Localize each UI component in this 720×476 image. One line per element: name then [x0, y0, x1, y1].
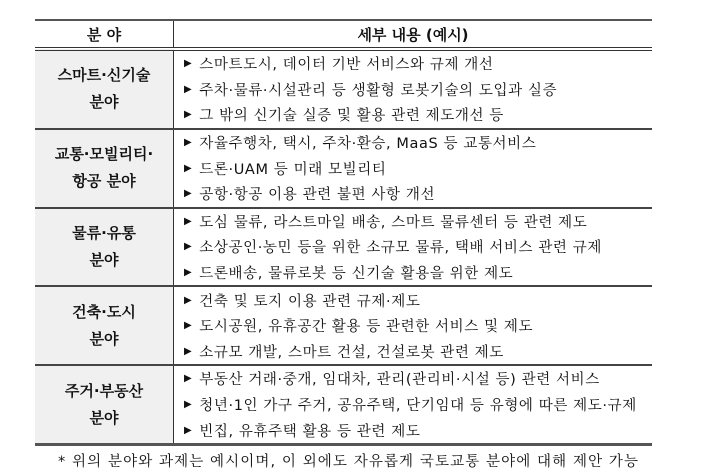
list-item: [174, 209, 652, 235]
footer-note: * 위의 분야와 과제는 예시이며, 이 외에도 자유롭게 국토교통 분야에 대해 제안 가능: [58, 454, 640, 470]
details-cell: [174, 208, 653, 287]
list-item: [174, 130, 652, 156]
list-item: [174, 287, 652, 313]
header-details: 세부 내용 (예시): [174, 20, 653, 49]
list-item: [174, 313, 652, 339]
category-line: 항공 분야: [72, 172, 136, 191]
category-cell: [35, 208, 174, 287]
item-text: 드론·UAM 등 미래 모빌리티: [199, 161, 387, 178]
category-line: 분야: [89, 408, 119, 427]
table-row: [35, 129, 652, 208]
item-text: 건축 및 토지 이용 관련 규제·제도: [199, 293, 421, 310]
item-text: 공항·항공 이용 관련 불편 사항 개선: [199, 187, 436, 204]
item-text: 부동산 거래·중개, 임대차, 관리(관리비·시설 등) 관련 서비스: [199, 372, 600, 389]
triangle-bullet-icon: ▶: [184, 109, 193, 121]
list-item: [174, 155, 652, 181]
table-row: [35, 208, 652, 287]
item-text: 빈집, 유휴주택 활용 등 관련 제도: [199, 423, 421, 440]
triangle-bullet-icon: ▶: [184, 83, 193, 95]
triangle-bullet-icon: ▶: [184, 137, 193, 149]
item-text: 소규모 개발, 스마트 건설, 건설로봇 관련 제도: [199, 344, 504, 361]
item-text: 소상공인·농민 등을 위한 소규모 물류, 택배 서비스 관련 규제: [199, 240, 602, 257]
item-text: 그 밖의 신기술 실증 및 활용 관련 제도개선 등: [199, 108, 504, 125]
item-text: 자율주행차, 택시, 주차·환승, MaaS 등 교통서비스: [199, 136, 537, 153]
list-item: [174, 234, 652, 260]
list-item: [174, 392, 652, 418]
list-item: [174, 102, 652, 128]
category-cell: [35, 49, 174, 129]
item-text: 도시공원, 유휴공간 활용 등 관련한 서비스 및 제도: [199, 319, 534, 336]
item-text: 주차·물류·시설관리 등 생활형 로봇기술의 도입과 실증: [199, 82, 558, 99]
category-line: 교통·모빌리티·: [54, 145, 154, 164]
table-row: [35, 365, 652, 444]
item-text: 도심 물류, 라스트마일 배송, 스마트 물류센터 등 관련 제도: [199, 214, 588, 231]
list-item: [174, 366, 652, 392]
item-text: 스마트도시, 데이터 기반 서비스와 규제 개선: [199, 57, 494, 74]
table-row: [35, 286, 652, 365]
triangle-bullet-icon: ▶: [184, 267, 193, 279]
details-cell: [174, 129, 653, 208]
category-line: 주거·부동산: [64, 381, 144, 400]
triangle-bullet-icon: ▶: [184, 58, 193, 70]
item-text: 청년·1인 가구 주거, 공유주택, 단기임대 등 유형에 따른 제도·규제: [199, 398, 637, 415]
table-row: [35, 49, 652, 129]
category-line: 물류·유통: [72, 223, 136, 242]
triangle-bullet-icon: ▶: [184, 215, 193, 227]
details-cell: [174, 365, 653, 444]
category-line: 건축·도시: [72, 302, 136, 321]
triangle-bullet-icon: ▶: [184, 188, 193, 200]
category-line: 스마트·신기술: [57, 66, 151, 85]
list-item: [174, 181, 652, 207]
category-cell: [35, 365, 174, 444]
triangle-bullet-icon: ▶: [184, 320, 193, 332]
list-item: [174, 77, 652, 103]
details-cell: [174, 49, 653, 129]
triangle-bullet-icon: ▶: [184, 399, 193, 411]
header-category: 분 야: [35, 20, 174, 49]
proposal-fields-table: [35, 19, 652, 446]
details-cell: [174, 286, 653, 365]
item-text: 드론배송, 물류로봇 등 신기술 활용을 위한 제도: [199, 266, 514, 283]
list-item: [174, 260, 652, 286]
category-line: 분야: [89, 93, 119, 112]
triangle-bullet-icon: ▶: [184, 345, 193, 357]
category-cell: [35, 129, 174, 208]
triangle-bullet-icon: ▶: [184, 294, 193, 306]
triangle-bullet-icon: ▶: [184, 241, 193, 253]
triangle-bullet-icon: ▶: [184, 424, 193, 436]
list-item: [174, 51, 652, 77]
category-cell: [35, 286, 174, 365]
triangle-bullet-icon: ▶: [184, 162, 193, 174]
list-item: [174, 339, 652, 365]
table-header-row: [35, 20, 652, 49]
category-line: 분야: [89, 329, 119, 348]
category-line: 분야: [89, 250, 119, 269]
triangle-bullet-icon: ▶: [184, 373, 193, 385]
list-item: [174, 417, 652, 443]
